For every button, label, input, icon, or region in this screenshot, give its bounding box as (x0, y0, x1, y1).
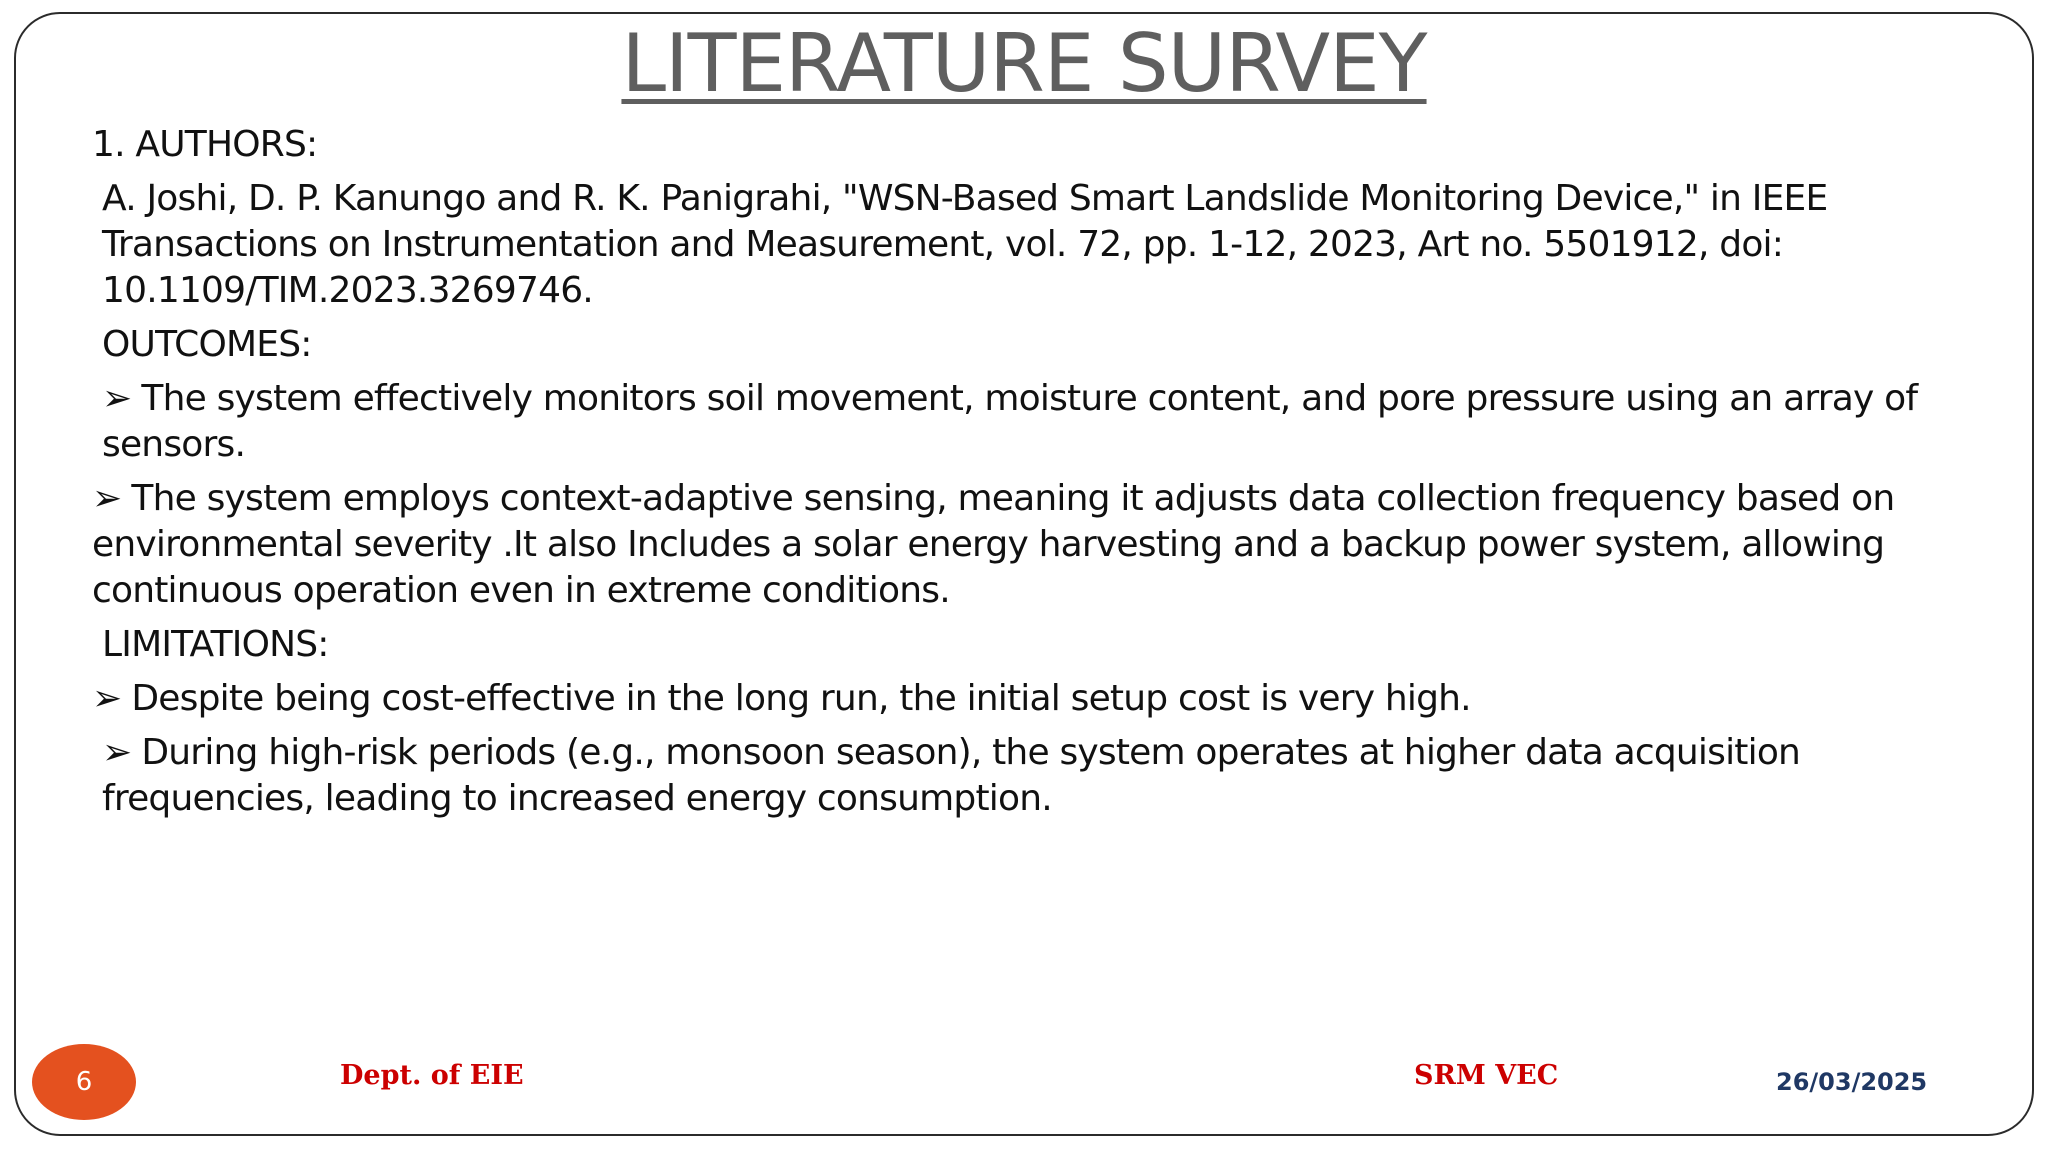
reference-text: A. Joshi, D. P. Kanungo and R. K. Panigrahi, "WSN-Based Smart Landslide Monitoring Device," in IEEE Transactions on Instrumentation and Measurement, vol. 72, pp. 1-12, 2023, Art no. 5501912, doi: 10.1109/TIM.2023.3269746. (102, 178, 1828, 311)
outcome-item (92, 376, 1952, 468)
arrow-bullet-icon: ➢ (102, 732, 132, 773)
arrow-bullet-icon: ➢ (92, 478, 122, 519)
authors-heading: 1. AUTHORS: (92, 124, 318, 165)
limitation-item (92, 730, 1952, 822)
outcome-text: The system employs context-adaptive sensing, meaning it adjusts data collection frequency based on environmental severity .It also Includes a solar energy harvesting and a backup power system, allowing continuous operation even in extreme conditions. (92, 478, 1895, 611)
slide-title: LITERATURE SURVEY (621, 17, 1427, 110)
footer-date: 26/03/2025 (1776, 1068, 1928, 1096)
limitation-item (92, 676, 1952, 722)
arrow-bullet-icon: ➢ (92, 678, 122, 719)
limitation-text: During high-risk periods (e.g., monsoon season), the system operates at higher data acquisition frequencies, leading to increased energy consumption. (102, 732, 1801, 819)
footer-department: Dept. of EIE (340, 1060, 524, 1091)
outcome-item (92, 476, 1952, 614)
outcome-text: The system effectively monitors soil movement, moisture content, and pore pressure using an array of sensors. (102, 378, 1918, 465)
limitation-text: Despite being cost-effective in the long run, the initial setup cost is very high. (131, 678, 1471, 719)
arrow-bullet-icon: ➢ (102, 378, 132, 419)
footer-institution: SRM VEC (1414, 1060, 1559, 1091)
limitations-heading: LIMITATIONS: (102, 624, 329, 665)
slide-body (92, 122, 1952, 830)
page-number-badge: 6 (32, 1044, 136, 1120)
outcomes-heading: OUTCOMES: (102, 324, 312, 365)
